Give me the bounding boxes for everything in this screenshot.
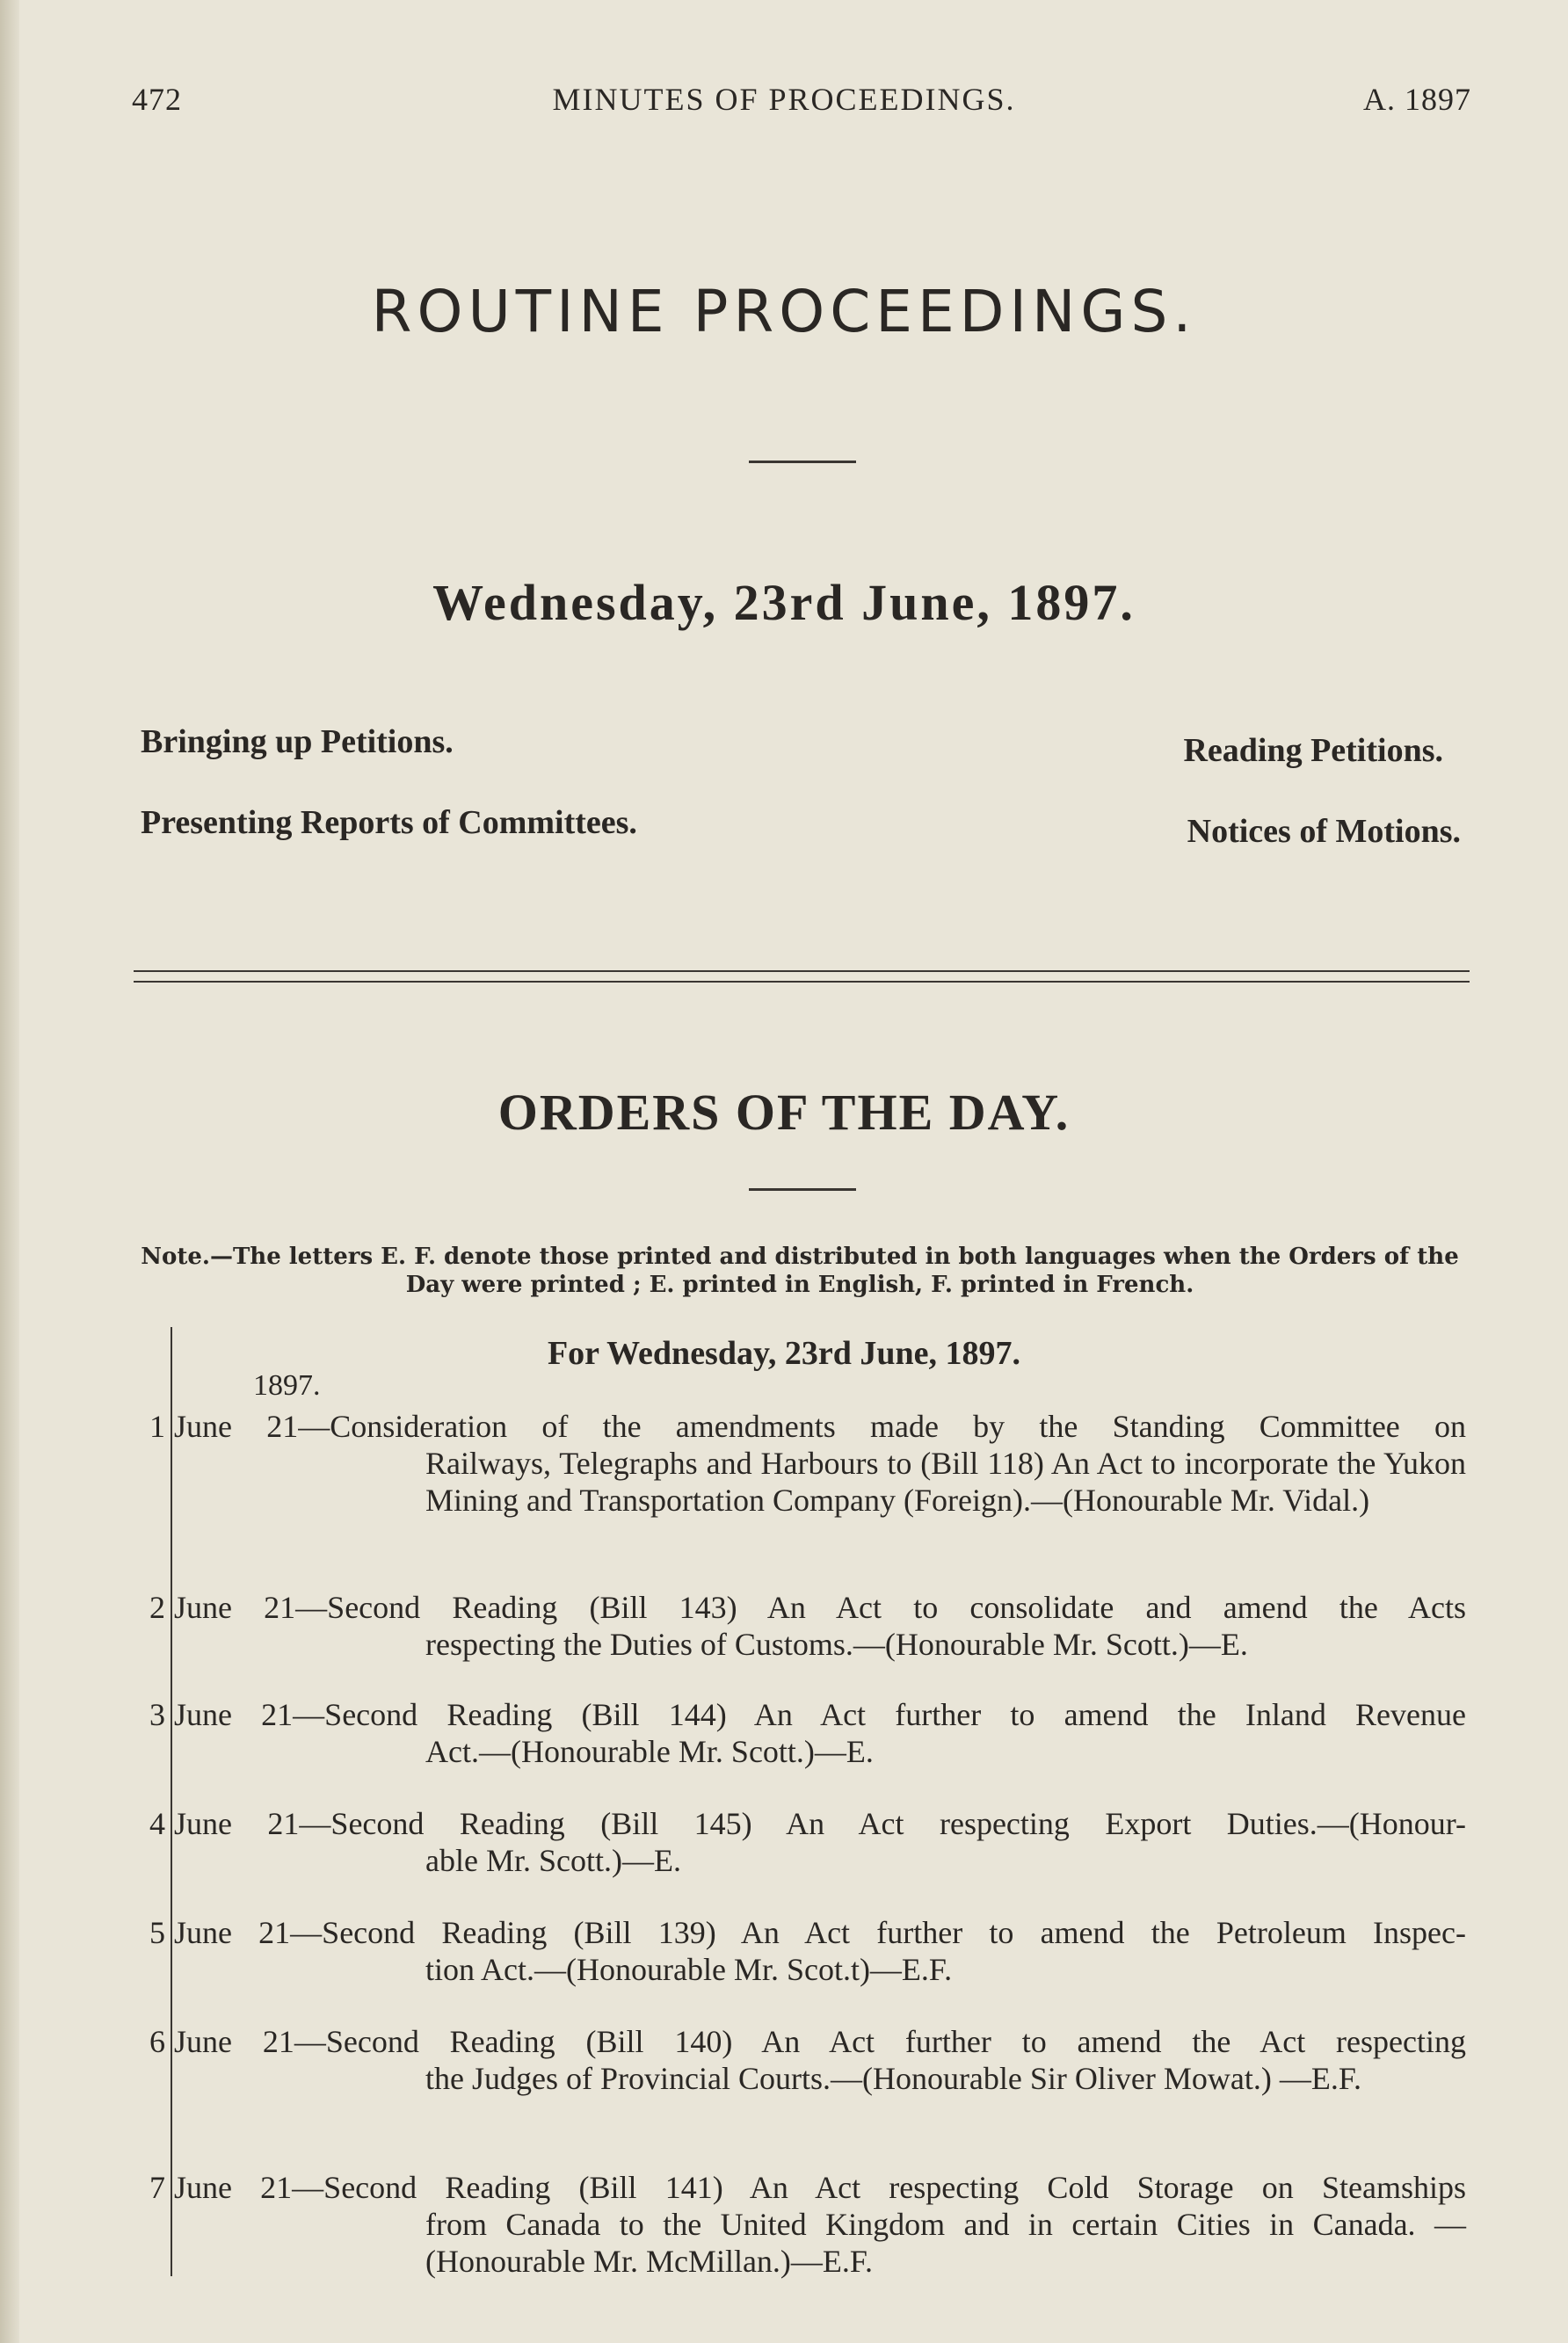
order-first-line: June 21—Second Reading (Bill 145) An Act respecting Export Duties.—(Honour- — [174, 1806, 1466, 1841]
order-number: 3 — [149, 1697, 165, 1732]
year-label: 1897. — [253, 1369, 321, 1402]
order-number: 6 — [149, 2024, 165, 2059]
double-rule — [134, 970, 1470, 983]
order-continuation: Railways, Telegraphs and Harbours to (Bill 118) An Act to incorporate the Yukon Mining and Transportation Company (Foreign).—(Honourable Mr. Vidal.) — [425, 1446, 1466, 1518]
order-first-line: June 21—Second Reading (Bill 140) An Act further to amend the Act respecting — [174, 2024, 1466, 2059]
page-gutter — [0, 0, 19, 2343]
order-continuation: respecting the Duties of Customs.—(Honourable Mr. Scott.)—E. — [425, 1627, 1248, 1662]
note-line: Day were printed ; E. printed in English, F. printed in French. — [405, 1272, 1194, 1298]
section-title-routine: ROUTINE PROCEEDINGS. — [371, 278, 1197, 345]
note-line: Note.—The letters E. F. denote those printed and distributed in both languages when the Orders of the — [141, 1244, 1459, 1270]
order-first-line: June 21—Second Reading (Bill 139) An Act further to amend the Petroleum Inspec- — [174, 1915, 1466, 1950]
order-number: 7 — [149, 2170, 165, 2205]
note-paragraph — [132, 1243, 1468, 1299]
running-title: MINUTES OF PROCEEDINGS. — [552, 82, 1016, 117]
order-number: 2 — [149, 1590, 165, 1625]
order-first-line: June 21—Second Reading (Bill 143) An Act to consolidate and amend the Acts — [174, 1590, 1466, 1625]
order-continuation: Act.—(Honourable Mr. Scott.)—E. — [425, 1734, 874, 1769]
sitting-date: Wednesday, 23rd June, 1897. — [432, 574, 1136, 631]
routine-item-bringing-petitions: Bringing up Petitions. — [141, 723, 454, 760]
page-number: 472 — [132, 82, 182, 117]
divider — [749, 461, 856, 463]
order-first-line: June 21—Second Reading (Bill 144) An Act further to amend the Inland Revenue — [174, 1697, 1466, 1732]
section-title-orders: ORDERS OF THE DAY. — [497, 1084, 1071, 1141]
routine-item-reports: Presenting Reports of Committees. — [141, 804, 637, 841]
routine-item-reading-petitions: Reading Petitions. — [1183, 732, 1443, 769]
divider — [749, 1188, 856, 1191]
routine-item-notices: Notices of Motions. — [1187, 813, 1461, 850]
order-continuation: the Judges of Provincial Courts.—(Honourable Sir Oliver Mowat.) —E.F. — [425, 2061, 1361, 2096]
order-first-line: June 21—Consideration of the amendments made by the Standing Committee on — [174, 1409, 1466, 1444]
order-first-line: June 21—Second Reading (Bill 141) An Act respecting Cold Storage on Steamships — [174, 2170, 1466, 2205]
order-continuation: from Canada to the United Kingdom and in certain Cities in Canada. —(Honourable Mr. McMillan.)—E.F. — [425, 2207, 1466, 2279]
session-year: A. 1897 — [1363, 82, 1471, 117]
order-number: 5 — [149, 1915, 165, 1950]
order-continuation: tion Act.—(Honourable Mr. Scot.t)—E.F. — [425, 1952, 953, 1987]
order-number: 4 — [149, 1806, 165, 1841]
margin-rule — [171, 1327, 172, 2276]
order-number: 1 — [149, 1409, 165, 1444]
order-continuation: able Mr. Scott.)—E. — [425, 1843, 681, 1878]
orders-date: For Wednesday, 23rd June, 1897. — [547, 1335, 1021, 1372]
